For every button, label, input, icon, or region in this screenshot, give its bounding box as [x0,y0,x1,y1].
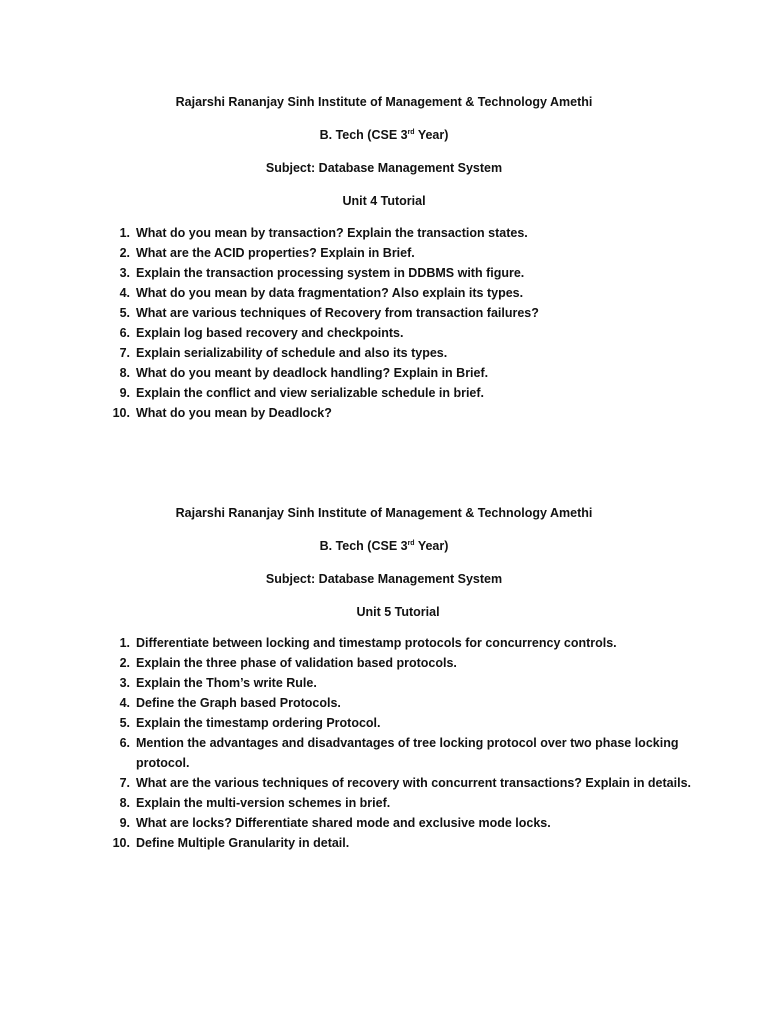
question-item [0,263,768,283]
question-number: 4. [119,696,130,710]
question-number: 2. [119,246,130,260]
course-line [0,536,768,556]
question-text: Explain the conflict and view serializable schedule in brief. [136,386,485,400]
question-number: 7. [119,346,130,360]
question-item [0,363,768,383]
question-text: Explain the timestamp ordering Protocol. [136,716,381,730]
question-number: 9. [119,386,130,400]
question-item [0,223,768,243]
question-list [0,633,768,853]
question-number: 2. [119,656,130,670]
institute-title: Rajarshi Rananjay Sinh Institute of Management & Technology Amethi [175,506,593,520]
subject-line: Subject: Database Management System [265,572,503,586]
course-suffix: Year) [414,539,449,553]
question-item [0,693,768,713]
unit-title: Unit 5 Tutorial [356,605,440,619]
course-superscript: rd [407,129,415,136]
question-text: Define Multiple Granularity in detail. [136,836,350,850]
question-text: What are various techniques of Recovery from transaction failures? [136,306,539,320]
question-item [0,793,768,813]
question-number: 8. [119,366,130,380]
question-number: 3. [119,266,130,280]
question-number: 1. [119,226,130,240]
question-text: What do you meant by deadlock handling? Explain in Brief. [136,366,489,380]
question-text: Explain the Thom’s write Rule. [136,676,317,690]
question-list [0,223,768,423]
question-item [0,673,768,693]
unit-title: Unit 4 Tutorial [342,194,426,208]
question-number: 5. [119,306,130,320]
question-item [0,633,768,653]
question-item [0,713,768,733]
institute-title: Rajarshi Rananjay Sinh Institute of Management & Technology Amethi [175,95,593,109]
question-number: 8. [119,796,130,810]
course-prefix: B. Tech (CSE 3 [319,128,408,142]
question-item [0,303,768,323]
question-text: What do you mean by transaction? Explain the transaction states. [136,226,528,240]
course-superscript: rd [407,540,415,547]
question-text: Explain log based recovery and checkpoints. [136,326,404,340]
question-text: Define the Graph based Protocols. [136,696,341,710]
subject-line: Subject: Database Management System [265,161,503,175]
question-number: 6. [119,736,130,750]
question-text: Explain the three phase of validation based protocols. [136,656,457,670]
question-number: 10. [112,406,130,420]
question-text: What are the various techniques of recovery with concurrent transactions? Explain in details. [136,776,691,790]
question-text: What are locks? Differentiate shared mode and exclusive mode locks. [136,816,551,830]
question-text: What do you mean by data fragmentation? Also explain its types. [136,286,524,300]
question-item [0,833,768,853]
question-text: Explain serializability of schedule and also its types. [136,346,448,360]
question-item [0,813,768,833]
question-item [0,343,768,363]
question-item [0,403,768,423]
course-suffix: Year) [414,128,449,142]
question-number: 9. [119,816,130,830]
question-item [0,243,768,263]
question-text: Mention the advantages and disadvantages of tree locking protocol over two phase locking protocol. [136,736,679,770]
question-text: Differentiate between locking and timestamp protocols for concurrency controls. [136,636,617,650]
question-number: 4. [119,286,130,300]
question-number: 5. [119,716,130,730]
unit-4-tutorial-section [0,92,768,420]
question-item [0,733,768,773]
question-item [0,283,768,303]
question-number: 1. [119,636,130,650]
unit-5-tutorial-section [0,503,768,850]
question-number: 3. [119,676,130,690]
course-line [0,125,768,145]
question-number: 7. [119,776,130,790]
question-number: 6. [119,326,130,340]
question-number: 10. [112,836,130,850]
question-item [0,773,768,793]
question-text: Explain the multi-version schemes in brief. [136,796,391,810]
question-text: What do you mean by Deadlock? [136,406,332,420]
question-item [0,323,768,343]
course-prefix: B. Tech (CSE 3 [319,539,408,553]
question-item [0,383,768,403]
question-text: What are the ACID properties? Explain in Brief. [136,246,415,260]
question-text: Explain the transaction processing system in DDBMS with figure. [136,266,525,280]
question-item [0,653,768,673]
